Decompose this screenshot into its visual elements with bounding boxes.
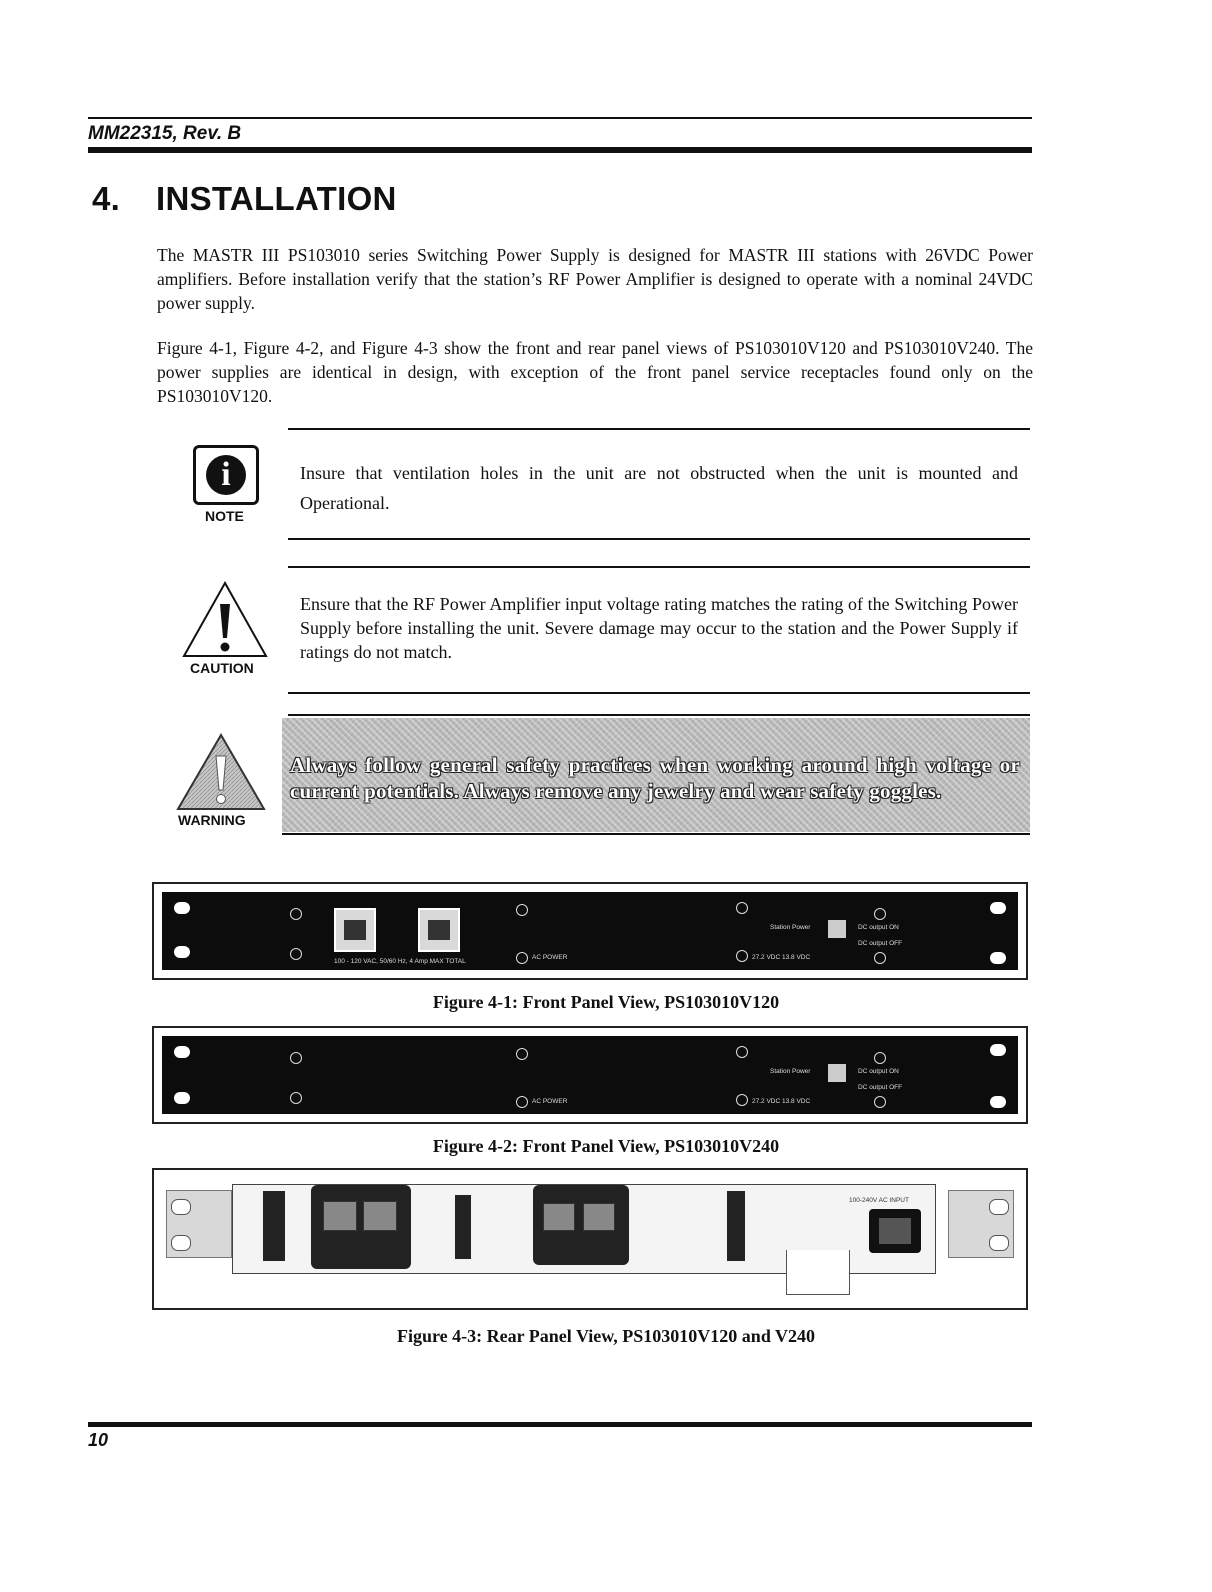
note-text: Insure that ventilation holes in the unit are not obstructed when the unit is mounted and Operational.: [300, 463, 1018, 513]
mount-hole: [174, 902, 190, 914]
figure-4-2-caption: Figure 4-2: Front Panel View, PS103010V240: [432, 1136, 780, 1156]
rear-panel-figure: [152, 1168, 1028, 1310]
warning-text: Always follow general safety practices when working around high voltage or current potentials. Always remove any jewelry and wear safety goggles.: [290, 753, 1020, 803]
screw-icon: [736, 902, 748, 914]
front-panel-v240: [162, 1036, 1018, 1114]
caution-label: CAUTION: [190, 660, 254, 676]
service-receptacle: [334, 908, 376, 952]
mount-hole: [174, 946, 190, 958]
ac-inlet: [869, 1209, 921, 1253]
screw-icon: [290, 1092, 302, 1104]
service-receptacle: [418, 908, 460, 952]
caution-text: Ensure that the RF Power Amplifier input voltage rating matches the rating of the Switching Power Supply before installing the unit. Severe damage may occur to the station and the Power Supply if ratings do not match.: [300, 594, 1018, 662]
document-id: MM22315, Rev. B: [88, 123, 242, 144]
screw-icon: [874, 908, 886, 920]
note-top-rule: [288, 428, 1030, 430]
section-title: [92, 180, 397, 218]
screw-icon: [736, 1046, 748, 1058]
note-label: NOTE: [205, 508, 244, 524]
mount-hole: [990, 952, 1006, 964]
station-power-switch: [828, 920, 846, 938]
screw-icon: [516, 1048, 528, 1060]
caution-triangle-icon: [181, 580, 269, 660]
receptacle-rating-label: 100 - 120 VAC, 50/60 Hz, 4 Amp MAX TOTAL: [334, 958, 466, 965]
mount-hole: [174, 1046, 190, 1058]
header-top-rule: [88, 117, 1032, 119]
dc-off-label: DC output OFF: [858, 940, 903, 947]
ac-power-label: AC POWER: [532, 1098, 568, 1105]
warning-bottom-rule: [282, 833, 1030, 835]
front-panel-v120-figure: [152, 882, 1028, 980]
warning-label: WARNING: [178, 812, 246, 828]
left-mount-ear: [166, 1190, 232, 1258]
screw-icon: [874, 1096, 886, 1108]
warning-triangle-icon: [175, 732, 267, 812]
station-power-label: Station Power: [770, 924, 811, 931]
rear-connector-socket: [363, 1201, 397, 1231]
screw-icon: [290, 1052, 302, 1064]
intro-paragraph: The MASTR III PS103010 series Switching Power Supply is designed for MASTR III stations with 26VDC Power amplifiers. Before installation verify that the station’s RF Power Amplifier is designed to operate with a nominal 24VDC power supply.: [157, 245, 1033, 313]
rear-connector-socket: [323, 1201, 357, 1231]
ac-power-label: AC POWER: [532, 954, 568, 961]
warning-top-rule: [288, 714, 1030, 716]
dc-off-label: DC output OFF: [858, 1084, 903, 1091]
rear-connector-socket: [543, 1203, 575, 1231]
screw-icon: [516, 1096, 528, 1108]
page-number: 10: [88, 1430, 109, 1450]
fuse-holder: [786, 1250, 850, 1295]
front-panel-v120: [162, 892, 1018, 970]
note-bottom-rule: [288, 538, 1030, 540]
screw-icon: [516, 952, 528, 964]
front-panel-v240-figure: [152, 1026, 1028, 1124]
rear-connector: [455, 1195, 471, 1259]
section-number: 4.: [92, 180, 121, 217]
station-power-label: Station Power: [770, 1068, 811, 1075]
screw-icon: [874, 952, 886, 964]
header-bottom-rule: [88, 147, 1032, 153]
mount-hole: [990, 1096, 1006, 1108]
station-power-switch: [828, 1064, 846, 1082]
mount-hole: [990, 902, 1006, 914]
screw-icon: [290, 908, 302, 920]
screw-icon: [736, 950, 748, 962]
right-mount-ear: [948, 1190, 1014, 1258]
rear-connector: [263, 1191, 285, 1261]
dc-on-label: DC output ON: [858, 1068, 899, 1075]
caution-bottom-rule: [288, 692, 1030, 694]
screw-icon: [516, 904, 528, 916]
footer-rule: [88, 1422, 1032, 1427]
screw-icon: [290, 948, 302, 960]
voltage-label: 27.2 VDC 13.8 VDC: [752, 954, 811, 961]
section-title-text: INSTALLATION: [156, 180, 397, 217]
figure-4-1-caption: Figure 4-1: Front Panel View, PS103010V120: [432, 992, 780, 1012]
screw-icon: [874, 1052, 886, 1064]
rear-connector-socket: [583, 1203, 615, 1231]
info-icon: i: [193, 445, 259, 505]
figures-paragraph: Figure 4-1, Figure 4-2, and Figure 4-3 show the front and rear panel views of PS103010V120 and PS103010V240. The power supplies are identical in design, with exception of the front panel service receptacles found only on the PS103010V120.: [157, 338, 1033, 406]
ac-input-label: 100-240V AC INPUT: [849, 1197, 909, 1204]
voltage-label: 27.2 VDC 13.8 VDC: [752, 1098, 811, 1105]
dc-on-label: DC output ON: [858, 924, 899, 931]
rear-connector: [727, 1191, 745, 1261]
figure-4-3-caption: Figure 4-3: Rear Panel View, PS103010V120 and V240: [397, 1326, 815, 1346]
screw-icon: [736, 1094, 748, 1106]
mount-hole: [990, 1044, 1006, 1056]
caution-top-rule: [288, 566, 1030, 568]
mount-hole: [174, 1092, 190, 1104]
